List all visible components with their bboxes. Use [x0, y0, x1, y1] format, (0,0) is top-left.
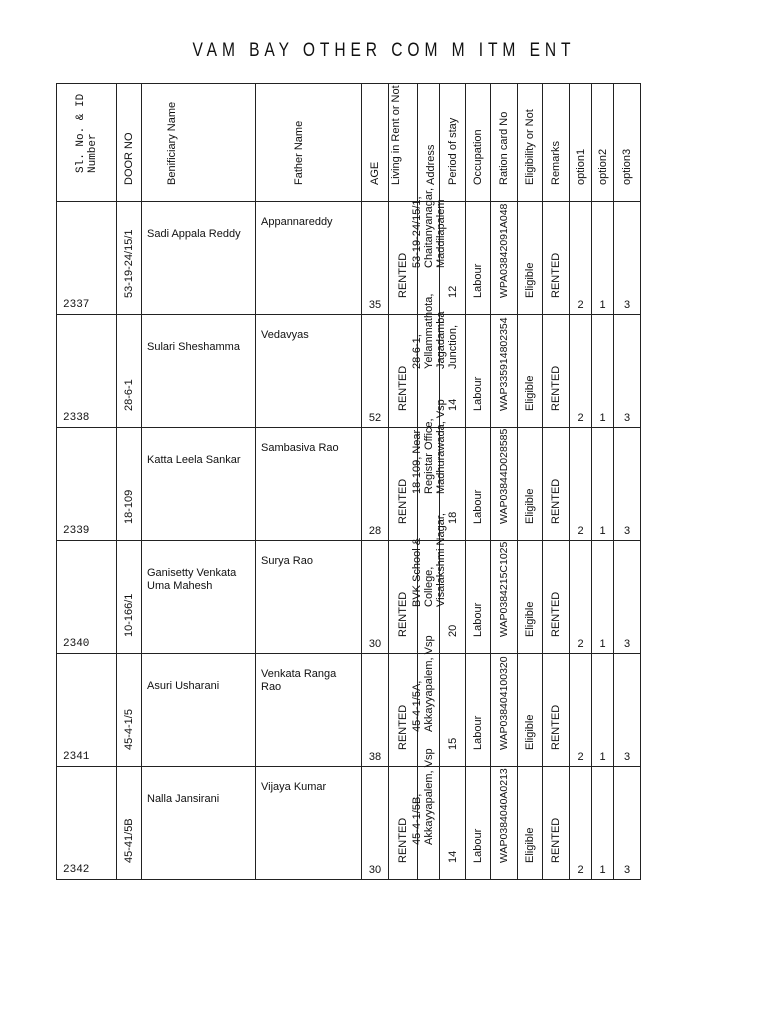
cell-ration-card: WAP335914802354 [491, 315, 518, 428]
cell-period-of-stay: 18 [440, 428, 466, 541]
cell-beneficiary-name: Sulari Sheshamma [142, 315, 256, 428]
header-address: Address [418, 84, 440, 202]
cell-option2: 1 [592, 541, 614, 654]
cell-option1: 2 [570, 428, 592, 541]
cell-door-no: 10-166/1 [117, 541, 142, 654]
cell-beneficiary-name: Nalla Jansirani [142, 767, 256, 880]
cell-age: 28 [362, 428, 389, 541]
header-period-of-stay: Period of stay [440, 84, 466, 202]
header-option1: option1 [570, 84, 592, 202]
cell-father-name: Vijaya Kumar [256, 767, 362, 880]
cell-father-name: Venkata Ranga Rao [256, 654, 362, 767]
cell-rent-status: RENTED [389, 315, 418, 428]
cell-eligibility: Eligible [518, 202, 543, 315]
cell-option2: 1 [592, 767, 614, 880]
table-row [57, 202, 641, 315]
cell-ration-card: WPA03842091A048 [491, 202, 518, 315]
table-row [57, 654, 641, 767]
cell-eligibility: Eligible [518, 541, 543, 654]
header-beneficiary-name: Benificiary Name [142, 84, 256, 202]
cell-age: 30 [362, 541, 389, 654]
cell-occupation: Labour [466, 202, 491, 315]
cell-remarks: RENTED [543, 767, 570, 880]
cell-age: 52 [362, 315, 389, 428]
cell-option2: 1 [592, 654, 614, 767]
header-remarks: Remarks [543, 84, 570, 202]
cell-remarks: RENTED [543, 654, 570, 767]
table-row [57, 315, 641, 428]
header-door-no: DOOR NO [117, 84, 142, 202]
cell-option1: 2 [570, 767, 592, 880]
header-ration-card: Ration card No [491, 84, 518, 202]
table-row [57, 428, 641, 541]
cell-option1: 2 [570, 541, 592, 654]
cell-address: 53-19-24/15/1, Chaitanyanagar, Maddilapalem [418, 202, 440, 315]
cell-occupation: Labour [466, 654, 491, 767]
cell-father-name: Sambasiva Rao [256, 428, 362, 541]
header-age: AGE [362, 84, 389, 202]
cell-ration-card: WAP038404100320 [491, 654, 518, 767]
cell-option1: 2 [570, 202, 592, 315]
cell-age: 38 [362, 654, 389, 767]
cell-eligibility: Eligible [518, 767, 543, 880]
cell-period-of-stay: 14 [440, 315, 466, 428]
cell-id: 2337 [57, 202, 117, 315]
cell-beneficiary-name: Katta Leela Sankar [142, 428, 256, 541]
cell-eligibility: Eligible [518, 428, 543, 541]
cell-remarks: RENTED [543, 428, 570, 541]
cell-option1: 2 [570, 654, 592, 767]
cell-period-of-stay: 12 [440, 202, 466, 315]
table-row [57, 541, 641, 654]
beneficiary-table [56, 83, 641, 880]
cell-option3: 3 [614, 202, 641, 315]
cell-eligibility: Eligible [518, 654, 543, 767]
cell-father-name: Surya Rao [256, 541, 362, 654]
cell-address: 45-4-1/5A, Akkayyapalem, Vsp [418, 654, 440, 767]
header-sl-no: Sl. No. & ID Number [57, 84, 117, 202]
cell-age: 35 [362, 202, 389, 315]
table-row [57, 767, 641, 880]
cell-option3: 3 [614, 315, 641, 428]
cell-rent-status: RENTED [389, 428, 418, 541]
cell-address: 45-4-1/5B, Akkayyapalem, Vsp [418, 767, 440, 880]
header-option3: option3 [614, 84, 641, 202]
cell-remarks: RENTED [543, 541, 570, 654]
cell-option3: 3 [614, 428, 641, 541]
cell-rent-status: RENTED [389, 767, 418, 880]
header-eligibility: Eligibility or Not [518, 84, 543, 202]
cell-rent-status: RENTED [389, 202, 418, 315]
cell-rent-status: RENTED [389, 541, 418, 654]
cell-ration-card: WAP0384215C1025 [491, 541, 518, 654]
cell-occupation: Labour [466, 428, 491, 541]
cell-option3: 3 [614, 541, 641, 654]
cell-option1: 2 [570, 315, 592, 428]
cell-period-of-stay: 20 [440, 541, 466, 654]
cell-period-of-stay: 14 [440, 767, 466, 880]
cell-beneficiary-name: Sadi Appala Reddy [142, 202, 256, 315]
cell-id: 2340 [57, 541, 117, 654]
cell-door-no: 53-19-24/15/1 [117, 202, 142, 315]
cell-occupation: Labour [466, 767, 491, 880]
header-option2: option2 [592, 84, 614, 202]
cell-remarks: RENTED [543, 315, 570, 428]
cell-option2: 1 [592, 428, 614, 541]
cell-option2: 1 [592, 202, 614, 315]
cell-ration-card: WAP03844D028585 [491, 428, 518, 541]
cell-period-of-stay: 15 [440, 654, 466, 767]
cell-address: 28-6-1, Yellammathota, Jagadamba Junction, [418, 315, 440, 428]
header-father-name: Father Name [256, 84, 362, 202]
cell-beneficiary-name: Asuri Usharani [142, 654, 256, 767]
header-row [57, 84, 641, 202]
cell-option3: 3 [614, 654, 641, 767]
cell-id: 2341 [57, 654, 117, 767]
cell-option3: 3 [614, 767, 641, 880]
cell-address: BVK School & College, Visalakshmi Nagar, [418, 541, 440, 654]
header-living-in-rent: Living in Rent or Not [389, 84, 418, 202]
cell-door-no: 18-109 [117, 428, 142, 541]
cell-address: 18-109, Near Registar Office, Madhurawada, Vsp [418, 428, 440, 541]
cell-id: 2339 [57, 428, 117, 541]
cell-beneficiary-name: Ganisetty Venkata Uma Mahesh [142, 541, 256, 654]
cell-door-no: 28-6-1 [117, 315, 142, 428]
cell-option2: 1 [592, 315, 614, 428]
cell-rent-status: RENTED [389, 654, 418, 767]
document-title: VAM BAY OTHER COM M ITM ENT [192, 40, 576, 61]
cell-occupation: Labour [466, 315, 491, 428]
cell-door-no: 45-41/5B [117, 767, 142, 880]
cell-eligibility: Eligible [518, 315, 543, 428]
cell-id: 2338 [57, 315, 117, 428]
cell-father-name: Vedavyas [256, 315, 362, 428]
cell-remarks: RENTED [543, 202, 570, 315]
header-occupation: Occupation [466, 84, 491, 202]
cell-age: 30 [362, 767, 389, 880]
cell-occupation: Labour [466, 541, 491, 654]
cell-ration-card: WAP0384040A0213 [491, 767, 518, 880]
cell-door-no: 45-4-1/5 [117, 654, 142, 767]
cell-father-name: Appannareddy [256, 202, 362, 315]
cell-id: 2342 [57, 767, 117, 880]
